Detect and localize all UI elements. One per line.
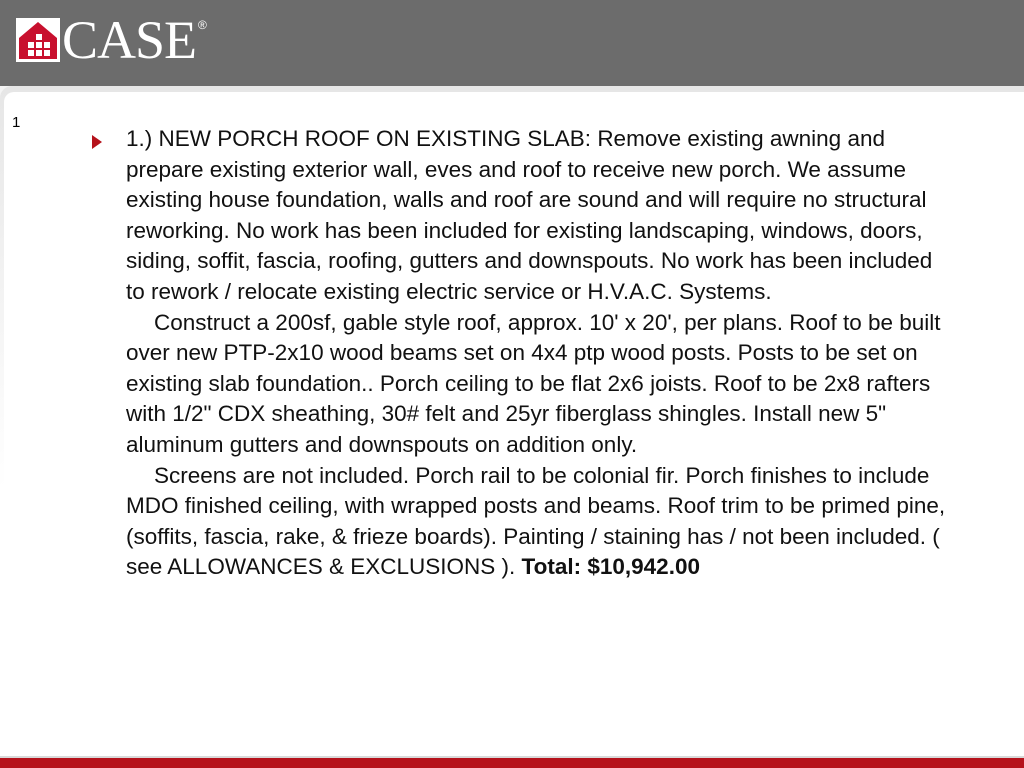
footer-accent-bar: [0, 758, 1024, 768]
case-logo: [16, 10, 207, 70]
house-grid-icon: [16, 18, 60, 62]
paragraph-finishes: [126, 461, 946, 583]
total-amount: Total: $10,942.00: [521, 554, 700, 580]
slide-number: 1: [12, 114, 21, 131]
paragraph-finishes-text: Screens are not included. Porch rail to be colonial fir. Porch finishes to include MDO finished ceiling, with wrapped posts and beams. Roof trim to be primed pine, (soffits, fascia, rake, & frieze boards). Painting / staining has / not been included. ( see ALLOWANCES & EXCLUSIONS ).: [126, 462, 946, 580]
registered-mark: ®: [198, 18, 207, 32]
triangle-bullet-icon: [92, 135, 102, 154]
header-bar: [0, 0, 1024, 86]
paragraph-scope: 1.) NEW PORCH ROOF ON EXISTING SLAB: Remove existing awning and prepare existing exterior wall, eves and roof to receive new porch. We assume existing house foundation, walls and roof are sound and will require no structural reworking. No work has been included for existing landscaping, windows, doors, siding, soffit, fascia, roofing, gutters and downspouts. No work has been included to rework / relocate existing electric service or H.V.A.C. Systems.: [126, 126, 933, 304]
slide-body: [126, 124, 946, 583]
paragraph-construction: Construct a 200sf, gable style roof, approx. 10' x 20', per plans. Roof to be built over new PTP-2x10 wood beams set on 4x4 ptp wood posts. Posts to be set on existing slab foundation.. Porch ceiling to be flat 2x6 joists. Roof to be 2x8 rafters with 1/2" CDX sheathing, 30# felt and 25yr fiberglass shingles. Install new 5" aluminum gutters and downspouts on addition only.: [126, 309, 941, 457]
logo-text: CASE: [62, 10, 197, 70]
